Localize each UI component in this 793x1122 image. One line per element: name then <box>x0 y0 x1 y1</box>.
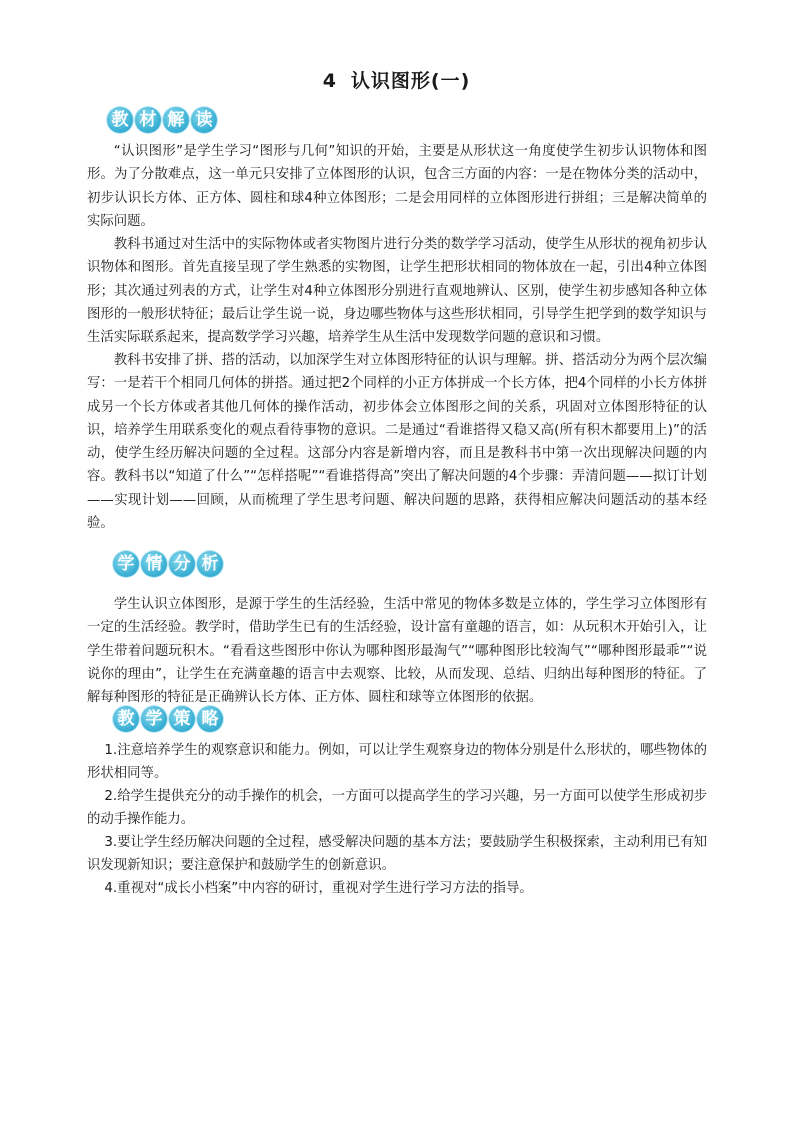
section-badge-textbook <box>107 107 217 133</box>
chapter-title: 认识图形(一) <box>350 70 471 92</box>
badge-char: 教 <box>113 706 139 732</box>
paragraph: “认识图形”是学生学习“图形与几何”知识的开始，主要是从形状这一角度使学生初步认识物体和图形。为了分散难点，这一单元只安排了立体图形的认识，包含三方面的内容：一是在物体分类的活动中，初步认识长方体、正方体、圆柱和球4种立体图形；二是会用同样的立体图形进行拼组；三是解决简单的实际问题。 <box>87 144 707 229</box>
paragraph: 教科书安排了拼、搭的活动，以加深学生对立体图形特征的认识与理解。拼、搭活动分为两个层次编写：一是若干个相同几何体的拼搭。通过把2个同样的小正方体拼成一个长方体，把4个同样的小长方体拼成另一个长方体或者其他几何体的操作活动，初步体会立体图形之间的关系，巩固对立体图形特征的认识，培养学生用联系变化的观点看待事物的意识。二是通过“看谁搭得又稳又高(所有积木都要用上)”的活动，使学生经历解决问题的全过程。这部分内容是新增内容，而且是教科书中第一次出现解决问题的内容。教科书以“知道了什么”“怎样搭呢”“看谁搭得高”突出了解决问题的4个步骤：弄清问题——拟订计划——实现计划——回顾，从而梳理了学生思考问题、解决问题的思路，获得相应解决问题活动的基本经验。 <box>87 353 707 532</box>
badge-char: 略 <box>197 706 223 732</box>
section-badge-analysis <box>113 551 223 577</box>
paragraph: 教科书通过对生活中的实际物体或者实物图片进行分类的数学学习活动，使学生从形状的视角初步认识物体和图形。首先直接呈现了学生熟悉的实物图，让学生把形状相同的物体放在一起，引出4种立体图形；其次通过列表的方式，让学生对4种立体图形分别进行直观地辨认、区别，使学生初步感知各种立体图形的一般形状特征；最后让学生说一说，身边哪些物体与这些形状相同，引导学生把学到的数学知识与生活实际联系起来，提高数学学习兴趣，培养学生从生活中发现数学问题的意识和习惯。 <box>87 237 707 346</box>
badge-char: 学 <box>141 706 167 732</box>
chapter-number: 4 <box>322 70 337 92</box>
badge-char: 策 <box>169 706 195 732</box>
page-title <box>0 66 793 93</box>
badge-char: 析 <box>197 551 223 577</box>
strategy-item: 1.注意培养学生的观察意识和能力。例如，可以让学生观察身边的物体分别是什么形状的，哪些物体的形状相同等。 <box>87 743 707 782</box>
badge-char: 分 <box>169 551 195 577</box>
badge-char: 解 <box>163 107 189 133</box>
strategy-item: 3.要让学生经历解决问题的全过程，感受解决问题的基本方法；要鼓励学生积极探索，主动利用已有知识发现新知识；要注意保护和鼓励学生的创新意识。 <box>87 835 707 874</box>
badge-char: 读 <box>191 107 217 133</box>
badge-char: 教 <box>107 107 133 133</box>
strategy-item: 2.给学生提供充分的动手操作的机会，一方面可以提高学生的学习兴趣，另一方面可以使学生形成初步的动手操作能力。 <box>87 789 707 828</box>
badge-char: 材 <box>135 107 161 133</box>
strategy-item: 4.重视对“成长小档案”中内容的研讨，重视对学生进行学习方法的指导。 <box>104 881 533 896</box>
badge-char: 学 <box>113 551 139 577</box>
badge-char: 情 <box>141 551 167 577</box>
paragraph: 学生认识立体图形，是源于学生的生活经验，生活中常见的物体多数是立体的，学生学习立体图形有一定的生活经验。教学时，借助学生已有的生活经验，设计富有童趣的语言，如：从玩积木开始引入，让学生带着问题玩积木。“看看这些图形中你认为哪种图形最淘气”“哪种图形比较淘气”“哪种图形最乖”“说说你的理由”，让学生在充满童趣的语言中去观察、比较，从而发现、总结、归纳出每种图形的特征。了解每种图形的特征是正确辨认长方体、正方体、圆柱和球等立体图形的依据。 <box>87 597 707 706</box>
section-badge-strategy <box>113 706 223 732</box>
